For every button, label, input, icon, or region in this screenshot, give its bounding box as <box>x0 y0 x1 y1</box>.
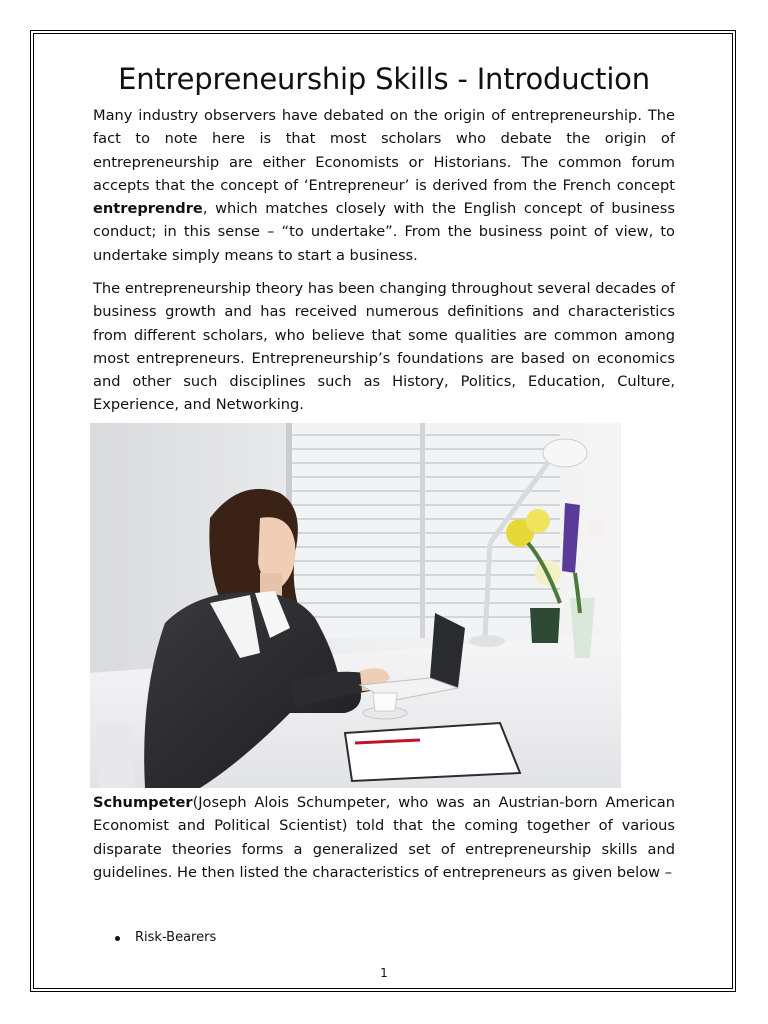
paragraph-origin-text-after: , which matches closely with the English concept of business conduct; in this sense – “to undertake”. From the business point of view, to undertake simply means to start a business. <box>93 200 675 264</box>
page-title: Entrepreneurship Skills - Introduction <box>118 62 650 96</box>
page-number: 1 <box>380 966 388 980</box>
list-item <box>112 929 216 947</box>
paragraph-theory: The entrepreneurship theory has been changing throughout several decades of business growth and has received numerous definitions and characteristics from different scholars, who believe that some qualities are common among most entrepreneurs. Entrepreneurship’s foundations are based on economics and other such disciplines such as History, Politics, Education, Culture, Experience, and Networking. <box>93 280 675 414</box>
list-item-label: Risk-Bearers <box>135 930 217 945</box>
characteristics-list <box>112 929 216 947</box>
paragraph-origin <box>93 104 675 267</box>
businesswoman-photo <box>90 423 621 788</box>
paragraph-schumpeter-text: (Joseph Alois Schumpeter, who was an Austrian-born American Economist and Political Scientist) told that the coming together of various disparate theories forms a generalized set of entrepreneurship skills and guidelines. He then listed the characteristics of entrepreneurs as given below – <box>93 794 675 881</box>
paragraph-origin-text-before: Many industry observers have debated on the origin of entrepreneurship. The fact to note here is that most scholars who debate the origin of entrepreneurship are either Economists or Historians. The common forum accepts that the concept of ‘Entrepreneur’ is derived from the French concept <box>93 107 675 194</box>
term-entreprendre: entreprendre <box>93 200 203 218</box>
bullet-icon <box>115 936 120 941</box>
term-schumpeter: Schumpeter <box>93 794 193 811</box>
paragraph-schumpeter <box>93 791 675 884</box>
